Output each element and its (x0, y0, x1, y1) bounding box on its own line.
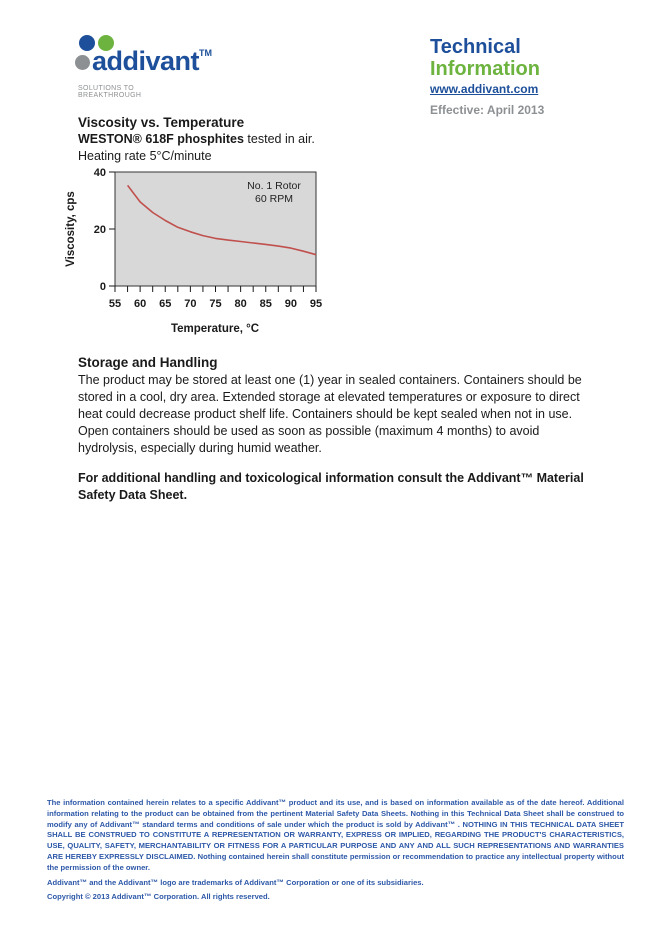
intro-section (78, 114, 598, 165)
svg-text:20: 20 (93, 224, 106, 236)
rotor-annotation-line1: No. 1 Rotor (247, 180, 301, 192)
svg-text:90: 90 (284, 298, 297, 310)
storage-section (78, 354, 592, 457)
logo-dot-gray-icon (75, 55, 90, 70)
x-axis-title: Temperature, °C (170, 323, 260, 335)
brand-wordmark: addivant (92, 46, 200, 76)
svg-text:85: 85 (259, 298, 272, 310)
svg-text:75: 75 (209, 298, 222, 310)
svg-text:80: 80 (234, 298, 247, 310)
svg-text:60: 60 (134, 298, 147, 310)
trademark-line: Addivant™ and the Addivant™ logo are trademarks of Addivant™ Corporation or one of its subsidiaries. (47, 877, 424, 887)
section-heading-storage: Storage and Handling (78, 355, 218, 370)
product-name: WESTON® 618F phosphites (78, 132, 244, 146)
y-axis-title: Viscosity, cps (65, 191, 77, 267)
product-test-condition: tested in air. (243, 132, 315, 146)
document-title (430, 36, 630, 80)
svg-text:95: 95 (309, 298, 323, 310)
website-link[interactable]: www.addivant.com (430, 82, 539, 96)
title-information: Information (430, 58, 540, 80)
svg-text:70: 70 (184, 298, 197, 310)
rotor-annotation-line2: 60 RPM (255, 193, 293, 205)
storage-body: The product may be stored at least one (1) year in sealed containers. Containers should be stored in a cool, dry area. Extended storage at elevated temperatures or exposure to direct heat could decrease product shelf life. Containers should be kept sealed when not in use. Open containers should be used as soon as possible (maximum 4 months) to avoid hydrolysis, especially during humid weather. (78, 373, 582, 455)
brand-tm-mark: TM (199, 48, 213, 58)
product-line (78, 131, 598, 148)
copyright-line: Copyright © 2013 Addivant™ Corporation. All rights reserved. (47, 892, 270, 902)
brand-tagline: SOLUTIONS TO BREAKTHROUGH (78, 85, 142, 99)
disclaimer-text: The information contained herein relates to a specific Addivant™ product and its use, and is based on information available as of the date hereof. Additional information relating to the product can be obtained from the pertinent Material Safety Data Sheets. Nothing in this Technical Data Sheet shall be construed to modify any of Addivant™ standard terms and conditions of sale under which the product is sold by Addivant™ . NOTHING IN THIS TECHNICAL DATA SHEET SHALL BE CONSTRUED TO CONSTITUTE A REPRESENTATION OR WARRANTY, EXPRESS OR IMPLIED, REGARDING THE PRODUCT'S CHARACTERISTICS, USE, QUALITY, SAFETY, MERCHANTABILITY OR FITNESS FOR A PARTICULAR PURPOSE AND ANY AND ALL SUCH REPRESENTATIONS AND WARRANTIES ARE HEREBY EXPRESSLY DISCLAIMED. Nothing contained herein shall constitute permission or recommendation to practice any intellectual property without the permission of the owner. (47, 798, 624, 872)
title-technical: Technical (430, 36, 521, 58)
svg-text:55: 55 (108, 298, 122, 310)
legal-footer (47, 798, 624, 903)
svg-text:40: 40 (93, 167, 106, 179)
heating-rate-line: Heating rate 5°C/minute (78, 149, 212, 163)
document-header (430, 36, 630, 117)
viscosity-chart (60, 164, 340, 342)
effective-date: Effective: April 2013 (430, 103, 545, 117)
msds-note: For additional handling and toxicological information consult the Addivant™ Material Safety Data Sheet. (78, 471, 584, 502)
svg-text:0: 0 (99, 281, 106, 293)
svg-text:65: 65 (159, 298, 172, 310)
brand-name (92, 46, 212, 77)
section-heading-viscosity: Viscosity vs. Temperature (78, 115, 245, 130)
viscosity-chart-svg (60, 164, 340, 342)
